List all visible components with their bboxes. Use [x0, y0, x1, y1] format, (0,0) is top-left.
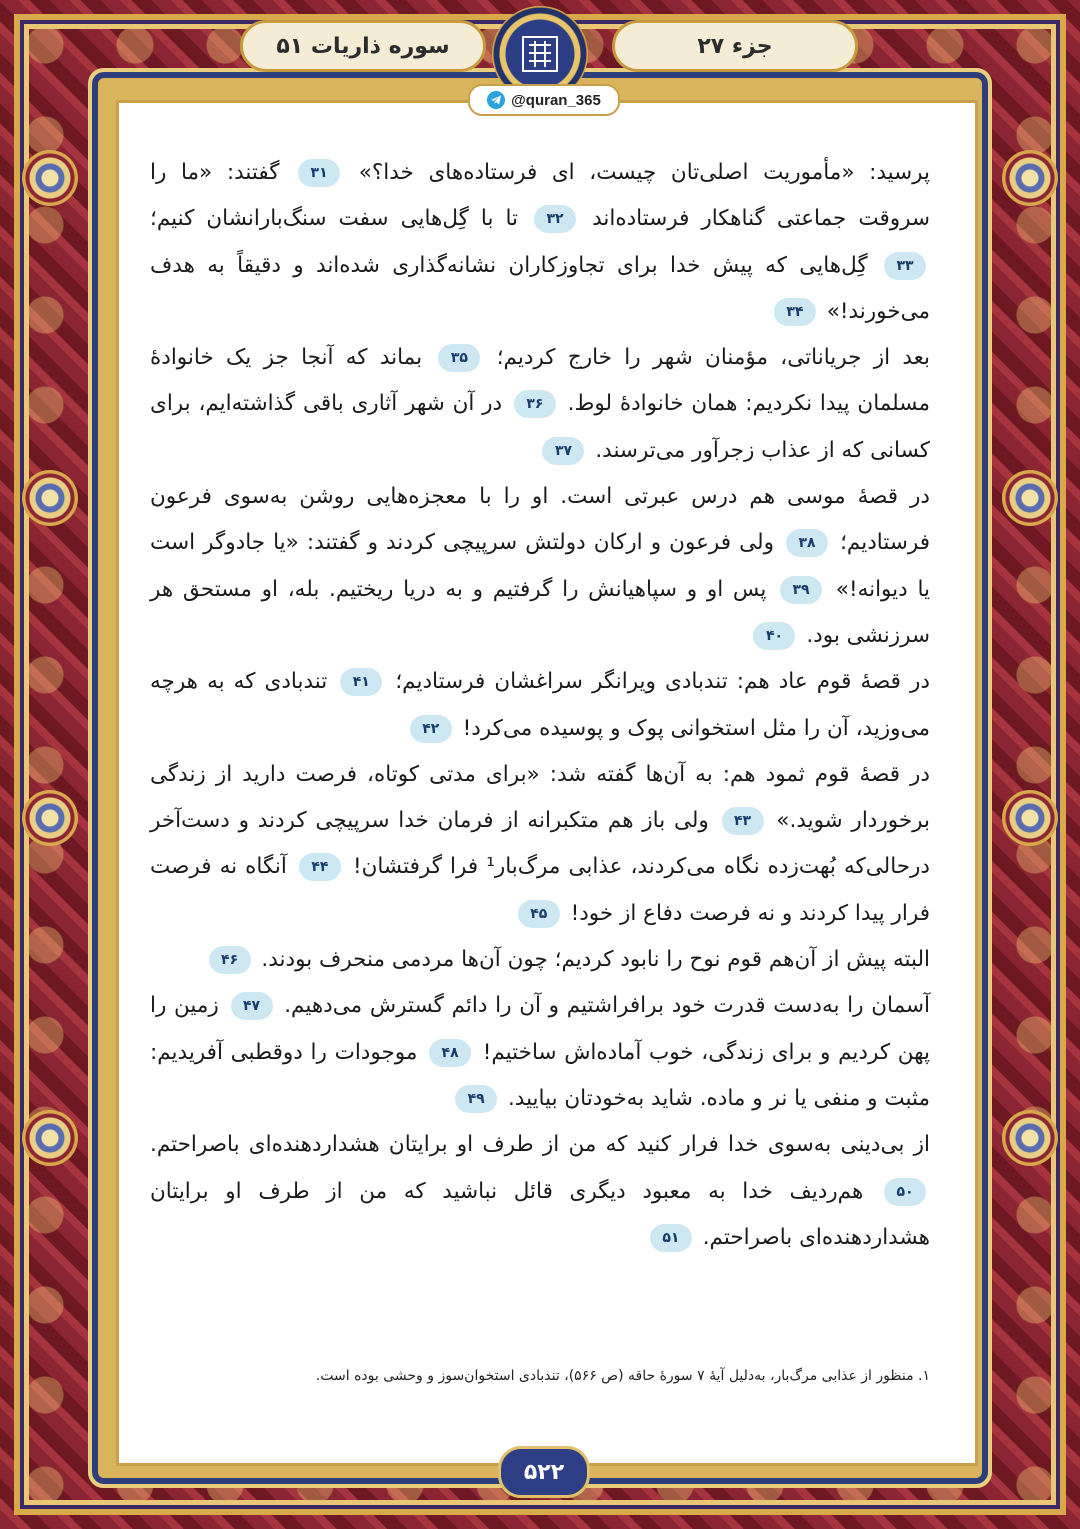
ornament-icon — [1002, 470, 1058, 526]
paragraph — [150, 474, 930, 659]
paragraph — [150, 983, 930, 1122]
ornament-icon — [1002, 790, 1058, 846]
juz-label: جزء ۲۷ — [612, 20, 858, 72]
verse-text: آسمان را به‌دست قدرت خود برافراشتیم و آن را دائم گسترش می‌دهیم. — [276, 993, 930, 1019]
verse-text: در قصهٔ قوم ثمود هم: به آن‌ها گفته شد: «برای مدتی کوتاه، فرصت دارید از زندگی برخوردار شوید.» — [150, 761, 930, 834]
ayah-number-badge: ۴۹ — [455, 1085, 497, 1113]
ayah-number-badge: ۳۵ — [438, 344, 480, 372]
telegram-icon — [487, 91, 505, 109]
ayah-number-badge: ۳۹ — [780, 576, 822, 604]
paragraph — [150, 150, 930, 335]
ornament-icon — [22, 790, 78, 846]
ayah-number-badge: ۵۱ — [650, 1224, 692, 1252]
ayah-number-badge: ۳۲ — [534, 205, 576, 233]
paragraph — [150, 937, 930, 983]
paragraph — [150, 335, 930, 474]
verse-text: موجودات را دوقطبی آفریدیم: مثبت و منفی یا نر و ماده. شاید به‌خودتان بیایید. — [150, 1039, 930, 1111]
ornament-icon — [22, 150, 78, 206]
footnote: ۱. منظور از عذابی مرگ‌بار، به‌دلیل آیهٔ ۷ سورهٔ حاقه (ص ۵۶۶)، تندبادی استخوان‌سوز و وحشی بوده است. — [315, 1368, 930, 1384]
ayah-number-badge: ۴۰ — [753, 622, 795, 650]
paragraph — [150, 659, 930, 752]
quran-translation-text — [150, 150, 930, 1261]
verse-text: ولی فرعون و ارکان دولتش سرپیچی کردند و گفتند: «یا جادوگر است یا دیوانه!» — [150, 530, 930, 602]
ayah-number-badge: ۴۵ — [518, 900, 560, 928]
paragraph — [150, 752, 930, 937]
ayah-number-badge: ۴۸ — [429, 1039, 471, 1067]
ayah-number-badge: ۴۱ — [340, 668, 382, 696]
verse-text: ولی باز هم متکبرانه از فرمان خدا سرپیچی کردند و دست‌آخر درحالی‌که بُهت‌زده نگاه می‌کردند، عذابی مرگ‌بار¹ فرا گرفتشان! — [150, 808, 931, 880]
ayah-number-badge: ۳۷ — [542, 437, 584, 465]
ayah-number-badge: ۴۶ — [209, 946, 251, 974]
ayah-number-badge: ۳۶ — [514, 390, 556, 418]
page-number: ۵۲۲ — [498, 1446, 590, 1498]
ornament-icon — [22, 470, 78, 526]
verse-text: در آن شهر آثاری باقی گذاشته‌ایم، برای کسانی که از عذاب زجرآور می‌ترسند. — [150, 391, 930, 463]
calligraphy-logo-icon — [519, 33, 561, 75]
verse-text: پس او و سپاهیانش را گرفتیم و به دریا ریختیم. بله، او مستحق هر سرزنشی بود. — [150, 576, 930, 648]
verse-text: بعد از جریاناتی، مؤمنان شهر را خارج کردیم؛ — [484, 345, 931, 371]
ayah-number-badge: ۴۲ — [410, 715, 452, 743]
ayah-number-badge: ۴۴ — [299, 853, 341, 881]
verse-text: هم‌ردیف خدا به معبود دیگری قائل نباشید که من از طرف او برایتان هشداردهنده‌ای باصراحتم. — [150, 1178, 930, 1250]
verse-text: البته پیش از آن‌هم قوم نوح را نابود کردیم؛ چون آن‌ها مردمی منحرف بودند. — [254, 947, 930, 973]
channel-handle[interactable] — [468, 84, 620, 116]
verse-text: آنگاه نه فرصت فرار پیدا کردند و نه فرصت دفاع از خود! — [150, 854, 930, 926]
ayah-number-badge: ۴۳ — [722, 807, 764, 835]
ornament-icon — [22, 1110, 78, 1166]
verse-text: تا با گِل‌هایی سفت سنگ‌بارانشان کنیم؛ — [150, 206, 531, 232]
ayah-number-badge: ۵۰ — [884, 1178, 926, 1206]
ayah-number-badge: ۳۱ — [298, 159, 340, 187]
verse-text: گِل‌هایی که پیش خدا برای تجاوزکاران نشانه‌گذاری شده‌اند و دقیقاً به هدف می‌خورند!» — [150, 252, 930, 324]
ornament-icon — [1002, 150, 1058, 206]
ayah-number-badge: ۴۷ — [231, 992, 273, 1020]
ornament-icon — [1002, 1110, 1058, 1166]
verse-text: در قصهٔ قوم عاد هم: تندبادی ویرانگر سراغشان فرستادیم؛ — [386, 669, 930, 695]
verse-text: در قصهٔ موسی هم درس عبرتی است. او را با معجزه‌هایی روشن به‌سوی فرعون فرستادیم؛ — [150, 484, 930, 556]
ayah-number-badge: ۳۴ — [774, 298, 816, 326]
verse-text: بماند که آنجا جز یک خانوادهٔ مسلمان پیدا نکردیم: همان خانوادهٔ لوط. — [150, 345, 930, 417]
verse-text: پرسید: «مأموریت اصلی‌تان چیست، ای فرستاده‌های خدا؟» — [344, 160, 930, 185]
ayah-number-badge: ۳۳ — [884, 252, 926, 280]
channel-handle-text: @quran_365 — [511, 91, 601, 109]
ayah-number-badge: ۳۸ — [786, 529, 828, 557]
paragraph — [150, 1122, 930, 1261]
verse-text: از بی‌دینی به‌سوی خدا فرار کنید که من از طرف او برایتان هشداردهنده‌ای باصراحتم. — [150, 1132, 930, 1158]
verse-text: تندبادی که به هرچه می‌وزید، آن را مثل استخوانی پوک و پوسیده می‌کرد! — [150, 669, 930, 741]
surah-label: سوره ذاریات ۵۱ — [240, 20, 486, 72]
verse-text: زمین را پهن کردیم و برای زندگی، خوب آماده‌اش ساختیم! — [150, 993, 930, 1065]
verse-text: گفتند: «ما را سروقت جماعتی گناهکار فرستاده‌اند — [150, 160, 931, 232]
